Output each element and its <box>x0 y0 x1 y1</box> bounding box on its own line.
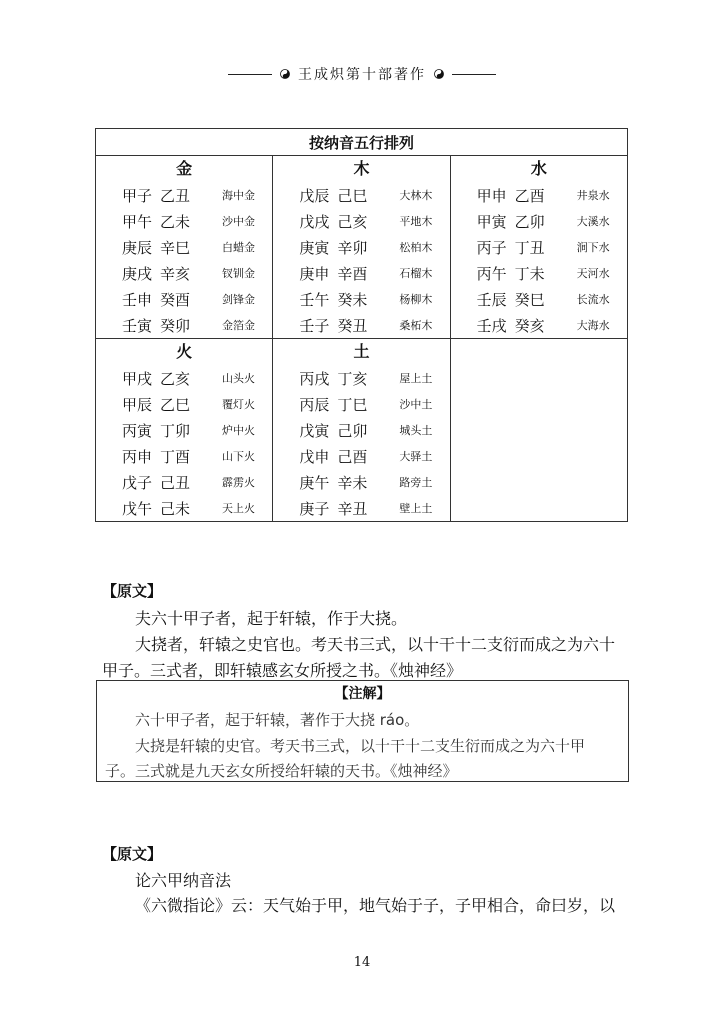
element-heading: 土 <box>353 342 370 361</box>
ganzhi-pair <box>299 211 399 232</box>
ganzhi-first: 丙子 <box>476 238 507 257</box>
ganzhi-first: 戊辰 <box>299 186 330 205</box>
ganzhi-first: 庚子 <box>299 499 330 518</box>
ganzhi-second: 辛亥 <box>160 264 191 283</box>
nayin-name: 壁上土 <box>399 502 433 515</box>
annotation-line: 子。三式就是九天玄女所授给轩辕的天书。《烛神经》 <box>105 762 458 780</box>
nayin-row <box>273 495 449 521</box>
ganzhi-second: 己未 <box>160 499 191 518</box>
ganzhi-first: 甲戌 <box>122 369 153 388</box>
nayin-name: 天河水 <box>576 267 610 280</box>
ganzhi-second: 乙亥 <box>160 369 191 388</box>
header-rule-right <box>452 74 496 75</box>
ganzhi-second: 己巳 <box>337 186 368 205</box>
nayin-name: 天上火 <box>222 502 255 515</box>
ganzhi-pair <box>299 394 399 415</box>
ganzhi-pair <box>477 315 577 336</box>
nayin-row <box>273 417 449 443</box>
ganzhi-pair <box>477 263 577 284</box>
nayin-row <box>273 443 449 469</box>
nayin-name: 长流水 <box>576 293 610 306</box>
nayin-row <box>96 365 272 391</box>
ganzhi-second: 辛巳 <box>160 238 191 257</box>
ganzhi-first: 丙寅 <box>122 421 153 440</box>
ganzhi-second: 丁酉 <box>160 447 191 466</box>
element-cell-fire <box>96 339 273 522</box>
nayin-row <box>96 260 272 286</box>
nayin-row <box>96 495 272 521</box>
ganzhi-first: 甲辰 <box>122 395 153 414</box>
ganzhi-second: 乙酉 <box>514 186 545 205</box>
ganzhi-first: 壬寅 <box>122 316 153 335</box>
ganzhi-first: 壬辰 <box>476 290 507 309</box>
annotation-title: 【注解】 <box>334 686 391 702</box>
nayin-name: 井泉水 <box>576 189 610 202</box>
nayin-row <box>273 182 449 208</box>
ganzhi-second: 乙巳 <box>160 395 191 414</box>
paragraph-line: 甲子。三式者，即轩辕感玄女所授之书。《烛神经》 <box>102 661 463 680</box>
ganzhi-pair <box>122 420 222 441</box>
nayin-name: 覆灯火 <box>222 398 255 411</box>
yinyang-icon <box>280 69 290 79</box>
ganzhi-first: 戊午 <box>122 499 153 518</box>
ganzhi-pair <box>299 237 399 258</box>
ganzhi-pair <box>299 263 399 284</box>
nayin-name: 海中金 <box>222 189 255 202</box>
ganzhi-first: 壬申 <box>122 290 153 309</box>
ganzhi-first: 庚午 <box>299 473 330 492</box>
ganzhi-pair <box>299 420 399 441</box>
nayin-row <box>451 312 627 338</box>
ganzhi-first: 丙申 <box>122 447 153 466</box>
nayin-table <box>95 128 628 522</box>
ganzhi-pair <box>122 237 222 258</box>
ganzhi-second: 乙未 <box>160 212 191 231</box>
ganzhi-second: 丁巳 <box>337 395 368 414</box>
ganzhi-first: 甲午 <box>122 212 153 231</box>
nayin-name: 平地木 <box>399 215 433 228</box>
ganzhi-second: 癸巳 <box>514 290 545 309</box>
nayin-row <box>451 260 627 286</box>
nayin-name: 大林木 <box>399 189 433 202</box>
nayin-row <box>96 286 272 312</box>
nayin-name: 涧下水 <box>576 241 610 254</box>
ganzhi-first: 庚寅 <box>299 238 330 257</box>
paragraph-line: 《六微指论》云：天气始于甲，地气始于子，子甲相合，命曰岁，以 <box>135 896 616 915</box>
ganzhi-first: 丙午 <box>476 264 507 283</box>
ganzhi-first: 庚申 <box>299 264 330 283</box>
ganzhi-pair <box>477 237 577 258</box>
ganzhi-second: 乙丑 <box>160 186 191 205</box>
nayin-row <box>451 286 627 312</box>
ganzhi-pair <box>299 185 399 206</box>
nayin-row <box>96 208 272 234</box>
nayin-row <box>451 208 627 234</box>
nayin-row <box>273 260 449 286</box>
nayin-name: 大溪水 <box>576 215 610 228</box>
yinyang-icon <box>434 69 444 79</box>
element-heading: 水 <box>530 159 547 178</box>
element-cell-earth <box>273 339 450 522</box>
nayin-name: 山头火 <box>222 372 255 385</box>
annotation-box <box>96 680 629 782</box>
nayin-name: 沙中金 <box>222 215 255 228</box>
nayin-row <box>96 312 272 338</box>
ganzhi-second: 辛丑 <box>337 499 368 518</box>
nayin-name: 屋上土 <box>399 372 433 385</box>
ganzhi-second: 癸卯 <box>160 316 191 335</box>
ganzhi-second: 癸未 <box>337 290 368 309</box>
ganzhi-first: 戊戌 <box>299 212 330 231</box>
nayin-row <box>273 365 449 391</box>
ganzhi-first: 戊申 <box>299 447 330 466</box>
nayin-row <box>273 469 449 495</box>
nayin-name: 沙中土 <box>399 398 433 411</box>
element-cell-metal <box>96 156 273 339</box>
element-heading: 金 <box>176 159 193 178</box>
element-heading: 火 <box>176 342 193 361</box>
nayin-name: 白蜡金 <box>222 241 255 254</box>
ganzhi-first: 壬午 <box>299 290 330 309</box>
ganzhi-pair <box>122 211 222 232</box>
header-rule-left <box>228 74 272 75</box>
ganzhi-second: 丁未 <box>514 264 545 283</box>
nayin-name: 路旁土 <box>399 476 433 489</box>
ganzhi-first: 壬子 <box>299 316 330 335</box>
ganzhi-second: 癸亥 <box>514 316 545 335</box>
annotation-line: 大挠是轩辕的史官。考天书三式，以十干十二支生衍而成之为六十甲 <box>135 737 586 755</box>
section-label-original: 【原文】 <box>102 845 163 863</box>
ganzhi-second: 丁亥 <box>337 369 368 388</box>
ganzhi-pair <box>299 315 399 336</box>
element-heading: 木 <box>353 159 370 178</box>
nayin-name: 钗钏金 <box>222 267 255 280</box>
ganzhi-first: 壬戌 <box>476 316 507 335</box>
ganzhi-pair <box>122 315 222 336</box>
nayin-row <box>96 443 272 469</box>
ganzhi-second: 癸丑 <box>337 316 368 335</box>
ganzhi-pair <box>122 368 222 389</box>
ganzhi-pair <box>477 211 577 232</box>
ganzhi-pair <box>299 498 399 519</box>
section-label-original: 【原文】 <box>102 582 163 600</box>
ganzhi-first: 戊寅 <box>299 421 330 440</box>
nayin-name: 松柏木 <box>399 241 433 254</box>
ganzhi-first: 甲申 <box>476 186 507 205</box>
nayin-name: 桑柘木 <box>399 319 433 332</box>
ganzhi-second: 辛未 <box>337 473 368 492</box>
ganzhi-pair <box>477 185 577 206</box>
nayin-row <box>96 234 272 260</box>
ganzhi-second: 己酉 <box>337 447 368 466</box>
paragraph-line: 夫六十甲子者，起于轩辕，作于大挠。 <box>135 609 408 628</box>
ganzhi-pair <box>122 263 222 284</box>
ganzhi-pair <box>122 394 222 415</box>
ganzhi-first: 庚辰 <box>122 238 153 257</box>
nayin-name: 大驿土 <box>399 450 433 463</box>
nayin-row <box>96 469 272 495</box>
ganzhi-second: 辛卯 <box>337 238 368 257</box>
nayin-row <box>451 182 627 208</box>
nayin-name: 石榴木 <box>399 267 433 280</box>
ganzhi-pair <box>299 472 399 493</box>
nayin-row <box>273 286 449 312</box>
ganzhi-pair <box>299 446 399 467</box>
nayin-row <box>96 417 272 443</box>
ganzhi-first: 丙戌 <box>299 369 330 388</box>
table-title: 按纳音五行排列 <box>96 129 628 156</box>
ganzhi-first: 戊子 <box>122 473 153 492</box>
ganzhi-pair <box>122 446 222 467</box>
ganzhi-second: 丁卯 <box>160 421 191 440</box>
header-title: 王成炽第十部著作 <box>298 67 426 83</box>
nayin-row <box>451 234 627 260</box>
nayin-row <box>273 208 449 234</box>
ganzhi-first: 甲子 <box>122 186 153 205</box>
paragraph-line: 论六甲纳音法 <box>135 871 232 890</box>
ganzhi-pair <box>477 289 577 310</box>
nayin-name: 山下火 <box>222 450 255 463</box>
ganzhi-second: 丁丑 <box>514 238 545 257</box>
ganzhi-second: 己卯 <box>337 421 368 440</box>
paragraph-line: 大挠者，轩辕之史官也。考天书三式，以十干十二支衍而成之为六十 <box>135 635 616 654</box>
nayin-row <box>273 391 449 417</box>
ganzhi-first: 庚戌 <box>122 264 153 283</box>
annotation-line: 六十甲子者，起于轩辕，著作于大挠 ráo。 <box>135 711 420 729</box>
nayin-name: 杨柳木 <box>399 293 433 306</box>
ganzhi-second: 乙卯 <box>514 212 545 231</box>
page-header <box>0 62 724 86</box>
nayin-name: 城头土 <box>399 424 433 437</box>
ganzhi-second: 癸酉 <box>160 290 191 309</box>
nayin-name: 炉中火 <box>222 424 255 437</box>
ganzhi-pair <box>122 498 222 519</box>
ganzhi-pair <box>299 368 399 389</box>
element-cell-empty <box>450 339 627 522</box>
ganzhi-pair <box>122 289 222 310</box>
element-cell-wood <box>273 156 450 339</box>
element-cell-water <box>450 156 627 339</box>
ganzhi-second: 辛酉 <box>337 264 368 283</box>
nayin-row <box>273 234 449 260</box>
ganzhi-pair <box>122 185 222 206</box>
page-number: 14 <box>353 955 371 970</box>
ganzhi-pair <box>122 472 222 493</box>
ganzhi-first: 丙辰 <box>299 395 330 414</box>
ganzhi-second: 己丑 <box>160 473 191 492</box>
nayin-name: 剑锋金 <box>222 293 255 306</box>
nayin-name: 霹雳火 <box>222 476 255 489</box>
nayin-name: 大海水 <box>576 319 610 332</box>
nayin-name: 金箔金 <box>222 319 255 332</box>
ganzhi-second: 己亥 <box>337 212 368 231</box>
nayin-row <box>273 312 449 338</box>
nayin-row <box>96 391 272 417</box>
ganzhi-first: 甲寅 <box>476 212 507 231</box>
nayin-row <box>96 182 272 208</box>
ganzhi-pair <box>299 289 399 310</box>
